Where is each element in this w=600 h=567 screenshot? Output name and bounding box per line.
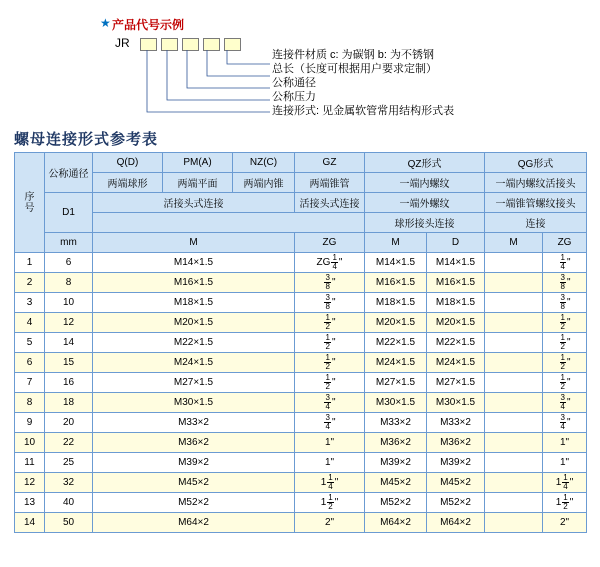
cell-qd-m: M14×1.5 — [93, 253, 295, 273]
table-body — [15, 253, 587, 533]
cell-qg-m — [485, 433, 543, 453]
cell-qg-zg: 1 $\frac{1}{2}$ " — [543, 493, 587, 513]
cell-qg-zg: $\frac{3}{8}$ " — [543, 293, 587, 313]
cell-dn: 20 — [45, 413, 93, 433]
header-nz-desc: 两端内锥 — [233, 173, 295, 193]
cell-qz-m: M52×2 — [365, 493, 427, 513]
table-row — [15, 273, 587, 293]
cell-gz: $\frac{1}{2}$ " — [295, 373, 365, 393]
cell-gz: 2" — [295, 513, 365, 533]
cell-qd-m: M27×1.5 — [93, 373, 295, 393]
diagram-title: 产品代号示例 — [112, 18, 185, 32]
cell-qd-m: M30×1.5 — [93, 393, 295, 413]
cell-qg-zg: 1 $\frac{1}{4}$ " — [543, 473, 587, 493]
cell-qd-m: M52×2 — [93, 493, 295, 513]
header-seq: 序 号 — [15, 153, 45, 253]
cell-qg-m — [485, 313, 543, 333]
cell-gz: $\frac{1}{2}$ " — [295, 333, 365, 353]
code-box — [224, 38, 241, 51]
cell-qz-d: M52×2 — [427, 493, 485, 513]
header-d1: D1 — [45, 193, 93, 233]
header-unit-qz-m: M — [365, 233, 427, 253]
cell-qd-m: M36×2 — [93, 433, 295, 453]
cell-gz: 1" — [295, 433, 365, 453]
nut-connection-table-wrapper — [14, 152, 586, 533]
header-qg-conn: 连接 — [485, 213, 587, 233]
cell-gz: $\frac{3}{8}$ " — [295, 273, 365, 293]
cell-seq: 11 — [15, 453, 45, 473]
cell-qg-m — [485, 413, 543, 433]
cell-qz-d: M33×2 — [427, 413, 485, 433]
cell-qg-m — [485, 253, 543, 273]
cell-gz: 1 $\frac{1}{4}$ " — [295, 473, 365, 493]
cell-qz-m: M45×2 — [365, 473, 427, 493]
cell-qd-m: M16×1.5 — [93, 273, 295, 293]
cell-qz-m: M64×2 — [365, 513, 427, 533]
cell-qg-m — [485, 473, 543, 493]
header-col-nz: NZ(C) — [233, 153, 295, 173]
cell-qz-m: M27×1.5 — [365, 373, 427, 393]
cell-seq: 9 — [15, 413, 45, 433]
cell-gz: $\frac{3}{8}$ " — [295, 293, 365, 313]
cell-dn: 10 — [45, 293, 93, 313]
cell-qz-m: M36×2 — [365, 433, 427, 453]
cell-dn: 18 — [45, 393, 93, 413]
cell-dn: 25 — [45, 453, 93, 473]
table-header-row-4 — [15, 213, 587, 233]
cell-gz: 1 $\frac{1}{2}$ " — [295, 493, 365, 513]
cell-qz-d: M45×2 — [427, 473, 485, 493]
cell-qz-d: M16×1.5 — [427, 273, 485, 293]
cell-gz: $\frac{3}{4}$ " — [295, 393, 365, 413]
cell-gz: ZG $\frac{1}{4}$ " — [295, 253, 365, 273]
cell-qg-zg: 1" — [543, 453, 587, 473]
table-row — [15, 453, 587, 473]
legend-item: 总长（长度可根据用户要求定制） — [272, 63, 437, 75]
cell-qz-m: M39×2 — [365, 453, 427, 473]
header-left-conn: 活接头式连接 — [93, 193, 295, 213]
header-dn: 公称通径 — [45, 153, 93, 193]
cell-seq: 12 — [15, 473, 45, 493]
cell-qz-d: M27×1.5 — [427, 373, 485, 393]
cell-qz-d: M18×1.5 — [427, 293, 485, 313]
header-pm-desc: 两端平面 — [163, 173, 233, 193]
cell-qg-zg: $\frac{1}{4}$ " — [543, 253, 587, 273]
cell-qz-m: M16×1.5 — [365, 273, 427, 293]
legend-item: 公称通径 — [272, 77, 316, 89]
cell-qg-zg: $\frac{3}{4}$ " — [543, 413, 587, 433]
cell-qd-m: M24×1.5 — [93, 353, 295, 373]
cell-gz: $\frac{1}{2}$ " — [295, 353, 365, 373]
cell-dn: 40 — [45, 493, 93, 513]
cell-gz: $\frac{3}{4}$ " — [295, 413, 365, 433]
table-header-row-1 — [15, 153, 587, 173]
cell-seq: 4 — [15, 313, 45, 333]
cell-seq: 1 — [15, 253, 45, 273]
header-col-qd: Q(D) — [93, 153, 163, 173]
cell-seq: 3 — [15, 293, 45, 313]
cell-qd-m: M22×1.5 — [93, 333, 295, 353]
nut-connection-table — [14, 152, 587, 533]
cell-seq: 14 — [15, 513, 45, 533]
cell-dn: 32 — [45, 473, 93, 493]
cell-qg-m — [485, 393, 543, 413]
cell-dn: 12 — [45, 313, 93, 333]
cell-qd-m: M33×2 — [93, 413, 295, 433]
table-header-row-5 — [15, 233, 587, 253]
legend-item: 公称压力 — [272, 91, 316, 103]
cell-qz-m: M20×1.5 — [365, 313, 427, 333]
cell-seq: 2 — [15, 273, 45, 293]
cell-gz: $\frac{1}{2}$ " — [295, 313, 365, 333]
cell-qz-d: M14×1.5 — [427, 253, 485, 273]
diagram-legend — [272, 48, 454, 118]
product-code-diagram — [0, 0, 600, 128]
star-icon: ★ — [100, 16, 111, 30]
header-qd-desc: 两端球形 — [93, 173, 163, 193]
header-unit-qg-m: M — [485, 233, 543, 253]
legend-item: 连接件材质 c: 为碳钢 b: 为不锈钢 — [272, 49, 434, 61]
code-box — [161, 38, 178, 51]
cell-qz-d: M64×2 — [427, 513, 485, 533]
cell-dn: 16 — [45, 373, 93, 393]
header-qz-ball: 球形接头连接 — [365, 213, 485, 233]
cell-qg-zg: $\frac{3}{4}$ " — [543, 393, 587, 413]
table-row — [15, 493, 587, 513]
header-col-gz: GZ — [295, 153, 365, 173]
cell-gz: 1" — [295, 453, 365, 473]
cell-dn: 14 — [45, 333, 93, 353]
header-col-pm: PM(A) — [163, 153, 233, 173]
cell-seq: 13 — [15, 493, 45, 513]
cell-qd-m: M39×2 — [93, 453, 295, 473]
header-gz-desc: 两端锥管 — [295, 173, 365, 193]
cell-qg-zg: 2" — [543, 513, 587, 533]
code-box — [182, 38, 199, 51]
cell-seq: 10 — [15, 433, 45, 453]
header-qg-desc: 一端内螺纹活接头 — [485, 173, 587, 193]
table-row — [15, 293, 587, 313]
cell-qz-m: M30×1.5 — [365, 393, 427, 413]
cell-qg-zg: $\frac{1}{2}$ " — [543, 353, 587, 373]
header-unit-qg-zg: ZG — [543, 233, 587, 253]
table-row — [15, 373, 587, 393]
header-unit-mm: mm — [45, 233, 93, 253]
cell-dn: 50 — [45, 513, 93, 533]
cell-qz-m: M33×2 — [365, 413, 427, 433]
legend-item: 连接形式: 见金属软管常用结构形式表 — [272, 105, 455, 117]
cell-dn: 15 — [45, 353, 93, 373]
cell-qg-m — [485, 493, 543, 513]
header-col-qz: QZ形式 — [365, 153, 485, 173]
cell-qg-zg: $\frac{1}{2}$ " — [543, 333, 587, 353]
cell-qd-m: M45×2 — [93, 473, 295, 493]
cell-qz-m: M24×1.5 — [365, 353, 427, 373]
cell-qg-m — [485, 453, 543, 473]
header-qz-thread: 一端外螺纹 — [365, 193, 485, 213]
cell-qg-zg: $\frac{1}{2}$ " — [543, 313, 587, 333]
header-col-qg: QG形式 — [485, 153, 587, 173]
cell-qg-zg: 1" — [543, 433, 587, 453]
header-unit-zg: ZG — [295, 233, 365, 253]
cell-qz-m: M14×1.5 — [365, 253, 427, 273]
header-unit-m: M — [93, 233, 295, 253]
table-row — [15, 313, 587, 333]
table-row — [15, 333, 587, 353]
cell-qz-d: M39×2 — [427, 453, 485, 473]
table-row — [15, 513, 587, 533]
cell-qz-d: M36×2 — [427, 433, 485, 453]
table-row — [15, 473, 587, 493]
table-header-row-2 — [15, 173, 587, 193]
table-row — [15, 393, 587, 413]
table-row — [15, 433, 587, 453]
code-box — [140, 38, 157, 51]
cell-qz-d: M24×1.5 — [427, 353, 485, 373]
cell-seq: 5 — [15, 333, 45, 353]
cell-qg-m — [485, 293, 543, 313]
cell-qg-m — [485, 353, 543, 373]
cell-qd-m: M64×2 — [93, 513, 295, 533]
header-gz-conn: 活接头式连接 — [295, 193, 365, 213]
code-boxes — [140, 38, 241, 51]
cell-qz-d: M30×1.5 — [427, 393, 485, 413]
cell-qg-m — [485, 513, 543, 533]
cell-qg-m — [485, 273, 543, 293]
cell-qz-m: M18×1.5 — [365, 293, 427, 313]
cell-seq: 7 — [15, 373, 45, 393]
cell-dn: 22 — [45, 433, 93, 453]
code-prefix-label: JR — [115, 36, 130, 50]
cell-qz-d: M20×1.5 — [427, 313, 485, 333]
cell-qg-zg: $\frac{1}{2}$ " — [543, 373, 587, 393]
table-row — [15, 253, 587, 273]
table-row — [15, 353, 587, 373]
section-title: 螺母连接形式参考表 — [14, 131, 159, 148]
header-qg-thread: 一端锥管螺纹接头 — [485, 193, 587, 213]
cell-dn: 6 — [45, 253, 93, 273]
cell-qg-m — [485, 373, 543, 393]
cell-seq: 6 — [15, 353, 45, 373]
cell-qd-m: M18×1.5 — [93, 293, 295, 313]
header-unit-qz-d: D — [427, 233, 485, 253]
header-qz-desc: 一端内螺纹 — [365, 173, 485, 193]
table-header-row-3 — [15, 193, 587, 213]
table-row — [15, 413, 587, 433]
cell-qg-zg: $\frac{3}{8}$ " — [543, 273, 587, 293]
cell-qz-m: M22×1.5 — [365, 333, 427, 353]
cell-qd-m: M20×1.5 — [93, 313, 295, 333]
cell-qg-m — [485, 333, 543, 353]
cell-dn: 8 — [45, 273, 93, 293]
cell-qz-d: M22×1.5 — [427, 333, 485, 353]
cell-seq: 8 — [15, 393, 45, 413]
header-blank — [93, 213, 365, 233]
code-box — [203, 38, 220, 51]
